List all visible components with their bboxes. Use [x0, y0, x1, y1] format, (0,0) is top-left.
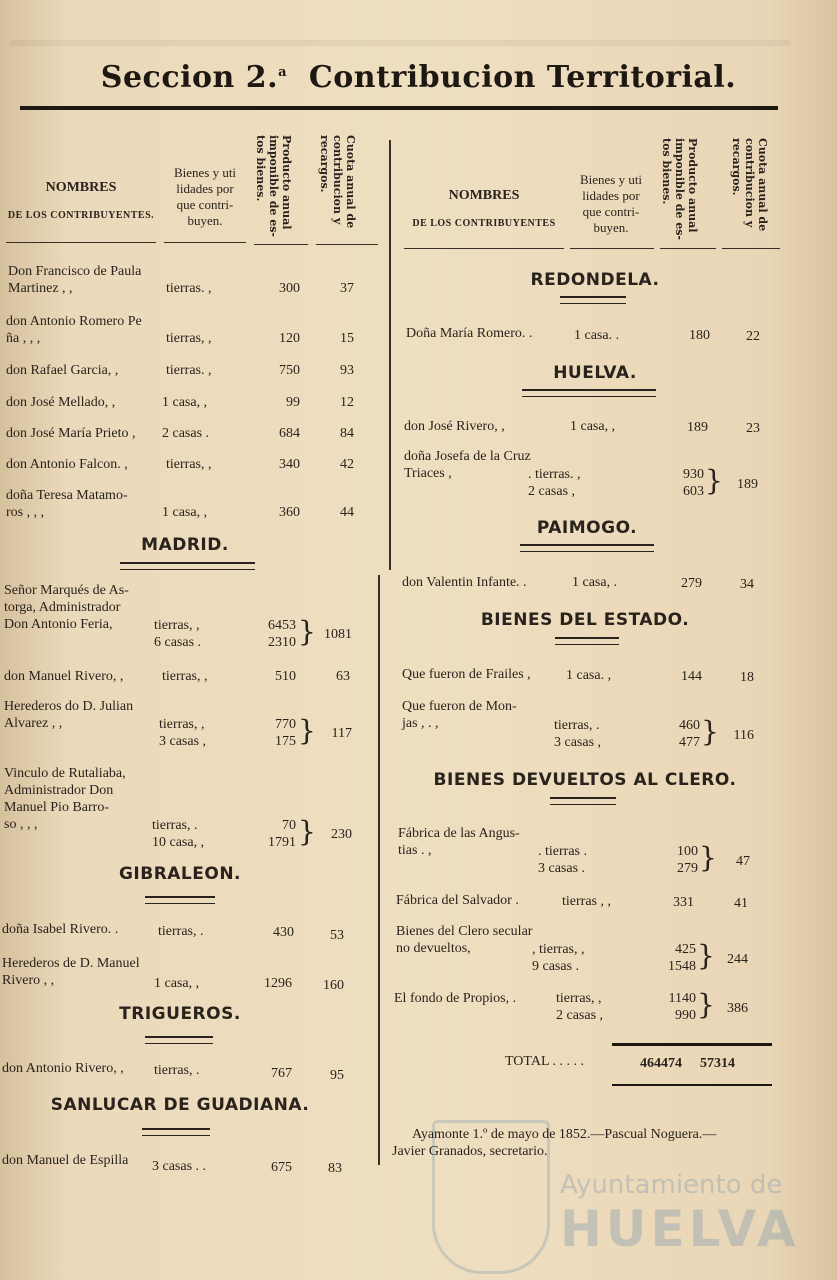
row-bienes: 3 casas . .	[152, 1159, 207, 1174]
brace-icon: }	[697, 939, 715, 972]
row-cuota: 41	[734, 896, 748, 911]
row-name: don Manuel de Espilla	[2, 1153, 129, 1168]
row-bienes: 2 casas .	[162, 426, 210, 441]
row-bienes: 1 casa, ,	[570, 419, 616, 434]
row-producto: 279	[681, 576, 702, 591]
row-producto: 300	[279, 281, 300, 296]
section-divider-estado	[555, 637, 619, 645]
section-title-gibraleon: GIBRALEON.	[118, 864, 242, 884]
row-bienes: . tierras . 3 casas .	[538, 844, 587, 876]
row-cuota: 44	[340, 505, 354, 520]
row-producto: 675	[271, 1160, 292, 1175]
brace-icon: }	[697, 988, 715, 1021]
footer-line2: Javier Granados, secretario.	[392, 1144, 548, 1159]
title-text: Contribucion Territorial.	[308, 60, 737, 95]
row-bienes: tierras. ,	[166, 281, 212, 296]
row-name: don Antonio Falcon. ,	[6, 457, 128, 472]
row-bienes: tierras, ,	[166, 457, 212, 472]
header-producto-right: Producto anual imponible de es- tos bienes.	[660, 138, 699, 240]
brace-icon: }	[298, 815, 316, 848]
header-underline-left-3	[254, 244, 308, 245]
row-producto: 425 1548	[668, 942, 696, 974]
row-cuota: 386	[727, 1001, 748, 1016]
row-cuota: 160	[323, 978, 344, 993]
row-name: don Antonio Romero Pe ña , , ,	[6, 314, 142, 346]
header-nombres-right	[404, 188, 564, 229]
row-cuota: 12	[340, 395, 354, 410]
row-bienes: 1 casa, ,	[154, 976, 200, 991]
header-nombres-left	[6, 180, 156, 221]
row-cuota: 1081	[324, 627, 352, 642]
row-producto: 6453 2310	[268, 618, 296, 650]
row-name: don José Mellado, ,	[6, 395, 116, 410]
row-cuota: 83	[328, 1161, 342, 1176]
row-name: Doña María Romero. .	[406, 326, 533, 341]
header-bienes-left: Bienes y uti lidades por que contri- buyen.	[173, 165, 237, 228]
brace-icon: }	[298, 615, 316, 648]
header-nombres-sub: DE LOS CONTRIBUYENTES.	[7, 210, 155, 221]
row-name: Señor Marqués de As- torga, Administrador Don Antonio Feria,	[4, 583, 129, 632]
row-name: don Rafael Garcia, ,	[6, 363, 119, 378]
row-name: El fondo de Propios, .	[394, 991, 517, 1006]
row-cuota: 53	[330, 928, 344, 943]
row-cuota: 117	[331, 726, 352, 741]
section-divider-huelva	[522, 389, 656, 397]
header-producto-left: Producto anual imponible de es- tos bienes.	[254, 135, 293, 237]
row-producto: 180	[689, 328, 710, 343]
total-label: TOTAL . . . . .	[505, 1054, 584, 1069]
row-bienes: tierras, ,	[166, 331, 212, 346]
footer-line1: Ayamonte 1.º de mayo de 1852.—Pascual Noguera.—	[412, 1127, 717, 1142]
row-bienes: tierras, ,	[162, 669, 208, 684]
row-cuota: 116	[733, 728, 754, 743]
header-underline-right-2	[570, 248, 654, 249]
section-sup: a	[278, 65, 287, 80]
row-producto: 189	[687, 420, 708, 435]
row-name: Bienes del Clero secular no devueltos,	[396, 924, 533, 956]
section-divider-paimogo	[520, 544, 654, 552]
row-cuota: 15	[340, 331, 354, 346]
row-name: Herederos de D. Manuel Rivero , ,	[2, 956, 140, 988]
column-divider-lower	[378, 575, 380, 1165]
row-name: Herederos do D. Julian Alvarez , ,	[4, 699, 134, 731]
row-name: don Manuel Rivero, ,	[4, 669, 124, 684]
row-bienes: , tierras, , 9 casas .	[532, 942, 585, 974]
row-bienes: tierras. ,	[166, 363, 212, 378]
header-nombres-label-right: NOMBRES	[448, 188, 520, 203]
page-title	[0, 60, 837, 95]
row-name: Que fueron de Frailes ,	[402, 667, 531, 682]
header-underline-right-4	[722, 248, 780, 249]
header-underline-left-2	[164, 242, 246, 243]
section-divider-madrid	[120, 562, 255, 570]
row-producto: 1140 990	[668, 991, 696, 1023]
brace-icon: }	[699, 841, 717, 874]
row-producto: 360	[279, 505, 300, 520]
section-title-sanlucar: SANLUCAR DE GUADIANA.	[50, 1095, 310, 1115]
watermark-line2: HUELVA	[560, 1200, 800, 1258]
row-name: Fábrica de las Angus- tias . ,	[398, 826, 520, 858]
row-cuota: 18	[740, 670, 754, 685]
row-cuota: 84	[340, 426, 354, 441]
row-cuota: 42	[340, 457, 354, 472]
row-cuota: 22	[746, 329, 760, 344]
total-rule-bottom	[612, 1084, 772, 1086]
row-name: don Valentin Infante. .	[402, 575, 527, 590]
row-producto: 120	[279, 331, 300, 346]
section-divider-gibraleon	[145, 896, 215, 904]
row-producto: 144	[681, 669, 702, 684]
row-producto: 684	[279, 426, 300, 441]
row-bienes: tierras, . 10 casa, ,	[152, 818, 205, 850]
row-producto: 1296	[264, 976, 292, 991]
row-name: Fábrica del Salvador .	[396, 893, 519, 908]
row-producto: 430	[273, 925, 294, 940]
row-name: doña Josefa de la Cruz Triaces ,	[404, 449, 531, 481]
row-producto: 460 477	[679, 718, 700, 750]
section-divider-redondela	[560, 296, 626, 304]
row-bienes: tierras , ,	[562, 894, 611, 909]
row-cuota: 189	[737, 477, 758, 492]
row-producto: 340	[279, 457, 300, 472]
row-bienes: 1 casa, .	[572, 575, 618, 590]
section-label: Seccion 2.	[100, 60, 279, 95]
row-cuota: 37	[340, 281, 354, 296]
row-name: Que fueron de Mon- jas , . ,	[402, 699, 517, 731]
title-rule	[20, 106, 778, 110]
header-nombres-label: NOMBRES	[45, 180, 117, 195]
row-bienes: tierras, , 6 casas .	[154, 618, 202, 650]
row-producto: 767	[271, 1066, 292, 1081]
row-bienes: tierras, .	[154, 1063, 200, 1078]
row-bienes: 1 casa. .	[574, 328, 620, 343]
header-underline-left-4	[316, 244, 378, 245]
row-bienes: 1 casa, ,	[162, 395, 208, 410]
row-producto: 99	[286, 395, 300, 410]
row-name: doña Teresa Matamo- ros , , ,	[6, 488, 128, 520]
section-title-paimogo: PAIMOGO.	[536, 518, 638, 538]
section-title-estado: BIENES DEL ESTADO.	[480, 610, 690, 630]
row-cuota: 23	[746, 421, 760, 436]
section-title-huelva: HUELVA.	[553, 363, 637, 383]
section-title-redondela: REDONDELA.	[530, 270, 660, 290]
row-bienes: tierras, , 3 casas ,	[159, 717, 207, 749]
brace-icon: }	[701, 715, 719, 748]
row-producto: 930 603	[683, 467, 704, 499]
row-bienes: tierras, . 3 casas ,	[554, 718, 602, 750]
brace-icon: }	[705, 464, 723, 497]
row-producto: 510	[275, 669, 296, 684]
row-bienes: 1 casa, ,	[162, 505, 208, 520]
total-cuota: 57314	[700, 1056, 735, 1071]
row-cuota: 93	[340, 363, 354, 378]
row-name: don Antonio Rivero, ,	[2, 1061, 124, 1076]
row-cuota: 244	[727, 952, 748, 967]
row-cuota: 230	[331, 827, 352, 842]
header-bienes-right: Bienes y uti lidades por que contri- buyen.	[579, 172, 643, 235]
row-cuota: 95	[330, 1068, 344, 1083]
header-underline-left-1	[6, 242, 156, 243]
watermark-line1: Ayuntamiento de	[560, 1170, 783, 1200]
section-divider-trigueros	[145, 1036, 213, 1044]
section-divider-clero	[550, 797, 616, 805]
row-bienes: tierras, , 2 casas ,	[556, 991, 604, 1023]
row-producto: 70 1791	[268, 818, 296, 850]
row-cuota: 47	[736, 854, 750, 869]
brace-icon: }	[298, 714, 316, 747]
section-title-trigueros: TRIGUEROS.	[119, 1004, 241, 1024]
row-producto: 770 175	[275, 717, 296, 749]
row-name: Don Francisco de Paula Martinez , ,	[8, 264, 142, 296]
row-name: don José María Prieto ,	[6, 426, 136, 441]
row-bienes: . tierras. , 2 casas ,	[528, 467, 581, 499]
row-producto: 750	[279, 363, 300, 378]
row-producto: 331	[673, 895, 694, 910]
row-name: don José Rivero, ,	[404, 419, 505, 434]
header-nombres-sub-right: DE LOS CONTRIBUYENTES	[412, 218, 556, 229]
row-cuota: 63	[336, 669, 350, 684]
header-cuota-left: Cuota anual de contribucion y recargos.	[318, 135, 357, 229]
total-producto: 464474	[640, 1056, 682, 1071]
section-title-clero: BIENES DEVUELTOS AL CLERO.	[433, 770, 737, 790]
row-cuota: 34	[740, 577, 754, 592]
row-name: doña Isabel Rivero. .	[2, 922, 119, 937]
header-cuota-right: Cuota anual de contribucion y recargos.	[730, 138, 769, 232]
header-underline-right-1	[404, 248, 564, 249]
total-rule-top	[612, 1043, 772, 1046]
section-divider-sanlucar	[142, 1128, 210, 1136]
section-title-madrid: MADRID.	[141, 535, 229, 555]
column-divider	[389, 140, 391, 570]
header-underline-right-3	[660, 248, 716, 249]
row-bienes: tierras, .	[158, 924, 204, 939]
row-producto: 100 279	[677, 844, 698, 876]
row-bienes: 1 casa. ,	[566, 668, 612, 683]
row-name: Vinculo de Rutaliaba, Administrador Don Manuel Pio Barro- so , , ,	[4, 766, 126, 832]
